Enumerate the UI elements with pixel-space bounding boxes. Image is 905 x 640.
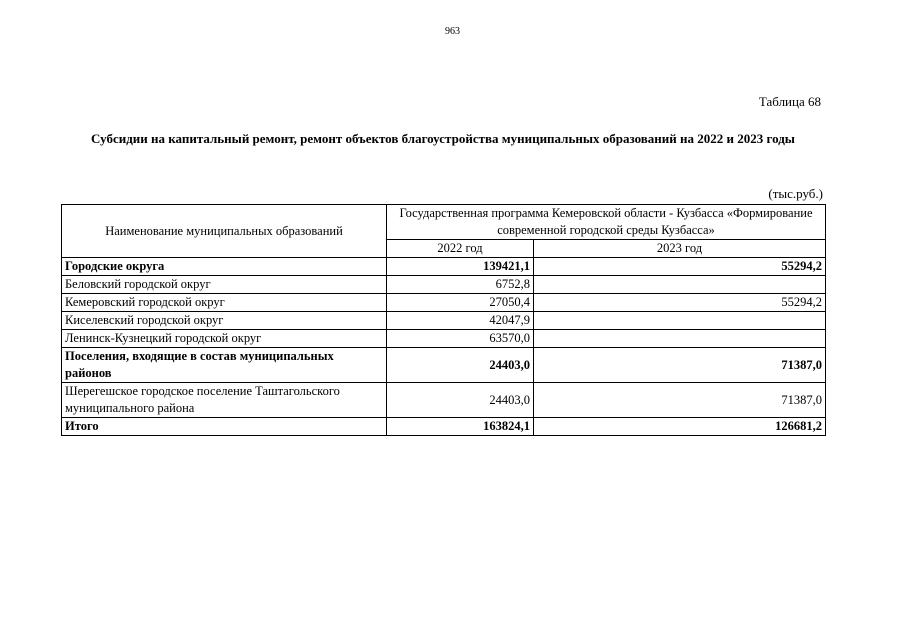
value-2022: 163824,1 [387,418,534,436]
value-2023: 55294,2 [534,294,826,312]
value-2022: 42047,9 [387,312,534,330]
table-row [62,258,826,276]
row-name: Итого [62,418,387,436]
table-label: Таблица 68 [758,94,821,109]
table-row [62,312,826,330]
value-2023 [534,276,826,294]
table-row [62,294,826,312]
header-year-2022: 2022 год [387,240,534,258]
table-row [62,276,826,294]
value-2023 [534,330,826,348]
header-program: Государственная программа Кемеровской области - Кузбасса «Формирование современной городской среды Кузбасса» [387,205,826,240]
value-2023: 71387,0 [534,348,826,383]
document-title: Субсидии на капитальный ремонт, ремонт объектов благоустройства муниципальных образований на 2022 и 2023 годы [91,131,795,146]
header-year-2023: 2023 год [534,240,826,258]
table-row [62,348,826,383]
row-name: Городские округа [62,258,387,276]
row-name: Шерегешское городское поселение Таштагольского муниципального района [62,383,387,418]
page-number: 963 [445,26,460,37]
table-row [62,383,826,418]
value-2022: 24403,0 [387,348,534,383]
table-row [62,330,826,348]
subsidies-table [61,204,826,436]
value-2023: 55294,2 [534,258,826,276]
value-2022: 6752,8 [387,276,534,294]
value-2022: 63570,0 [387,330,534,348]
table-row-total [62,418,826,436]
value-2023: 126681,2 [534,418,826,436]
value-2022: 139421,1 [387,258,534,276]
row-name: Ленинск-Кузнецкий городской округ [62,330,387,348]
value-2022: 27050,4 [387,294,534,312]
header-name-column: Наименование муниципальных образований [62,205,387,258]
units-label: (тыс.руб.) [768,186,823,201]
value-2022: 24403,0 [387,383,534,418]
row-name: Кемеровский городской округ [62,294,387,312]
value-2023 [534,312,826,330]
row-name: Киселевский городской округ [62,312,387,330]
value-2023: 71387,0 [534,383,826,418]
row-name: Беловский городской округ [62,276,387,294]
row-name: Поселения, входящие в состав муниципальных районов [62,348,387,383]
